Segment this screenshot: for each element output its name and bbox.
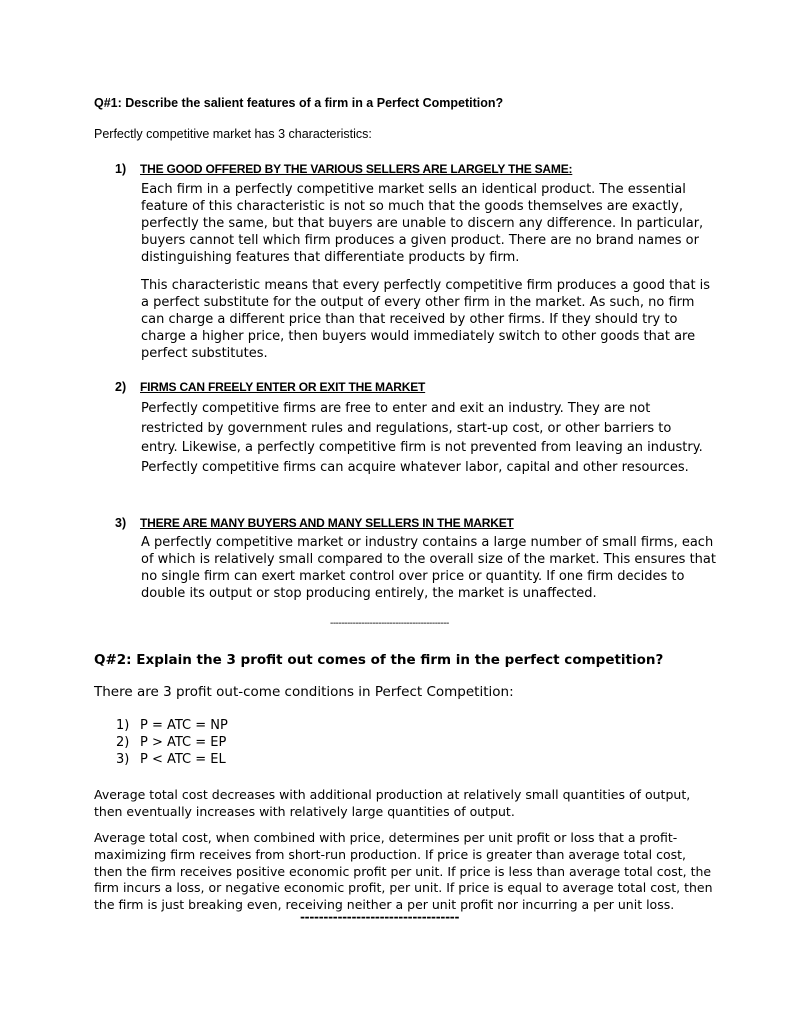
item-1-number: 1): [115, 162, 127, 176]
condition-text: P = ATC = NP: [140, 718, 228, 733]
condition-item: [116, 752, 226, 767]
condition-text: P > ATC = EP: [140, 735, 227, 750]
item-2-number: 2): [115, 380, 127, 394]
item-1-paragraph-2: This characteristic means that every perfectly competitive firm produces a good that is a perfect substitute for the output of every other firm in the market. As such, no firm can charge a different price than that received by other firms. If they should try to charge a higher price, then buyers would immediately switch to other goods that are perfect substitutes.: [141, 278, 711, 361]
question-1-title: Q#1: Describe the salient features of a firm in a Perfect Competition?: [94, 96, 504, 110]
item-2-heading: FIRMS CAN FREELY ENTER OR EXIT THE MARKET: [140, 380, 426, 394]
separator-line: ------------------------------------------: [330, 618, 449, 629]
condition-number: 1): [116, 718, 130, 733]
item-3-heading: THERE ARE MANY BUYERS AND MANY SELLERS IN THE MARKET: [140, 516, 514, 530]
question-2-intro: There are 3 profit out-come conditions in Perfect Competition:: [94, 684, 514, 700]
question-2-paragraph-2: Average total cost, when combined with price, determines per unit profit or loss that a profit-maximizing firm receives from short-run production. If price is greater than average total cost, then the firm receives positive economic profit per unit. If price is less than average total cost, the firm incurs a loss, or negative economic profit, per unit. If price is equal to average total cost, then the firm is just breaking even, receiving neither a per unit profit nor incurring a per unit loss.: [94, 830, 713, 913]
question-2-paragraph-1: Average total cost decreases with additional production at relatively small quantities of output, then eventually increases with relatively large quantities of output.: [94, 787, 691, 819]
item-3-paragraph-1: A perfectly competitive market or industry contains a large number of small firms, each of which is relatively small compared to the overall size of the market. This ensures that no single firm can exert market control over price or quantity. If one firm decides to double its output or stop producing entirely, the market is unaffected.: [141, 535, 716, 601]
item-3-number: 3): [115, 516, 127, 530]
condition-number: 2): [116, 735, 130, 750]
end-separator-line: ----------------------------------: [300, 910, 460, 924]
item-1-paragraph-1: Each firm in a perfectly competitive market sells an identical product. The essential feature of this characteristic is not so much that the goods themselves are exactly, perfectly the same, but that buyers are unable to discern any difference. In particular, buyers cannot tell which firm produces a given product. There are no brand names or distinguishing features that differentiate products by firm.: [141, 182, 704, 265]
condition-text: P < ATC = EL: [140, 752, 226, 767]
question-2-title: Q#2: Explain the 3 profit out comes of the firm in the perfect competition?: [94, 652, 664, 668]
question-1-intro: Perfectly competitive market has 3 characteristics:: [94, 127, 372, 141]
item-2-paragraph-1: Perfectly competitive firms are free to enter and exit an industry. They are not restricted by government rules and regulations, start-up cost, or other barriers to entry. Likewise, a perfectly competitive firm is not prevented from leaving an industry. Perfectly competitive firms can acquire whatever labor, capital and other resources.: [141, 401, 703, 475]
condition-number: 3): [116, 752, 130, 767]
condition-item: [116, 718, 228, 733]
item-1-heading: THE GOOD OFFERED BY THE VARIOUS SELLERS ARE LARGELY THE SAME:: [140, 162, 573, 176]
condition-item: [116, 735, 226, 750]
